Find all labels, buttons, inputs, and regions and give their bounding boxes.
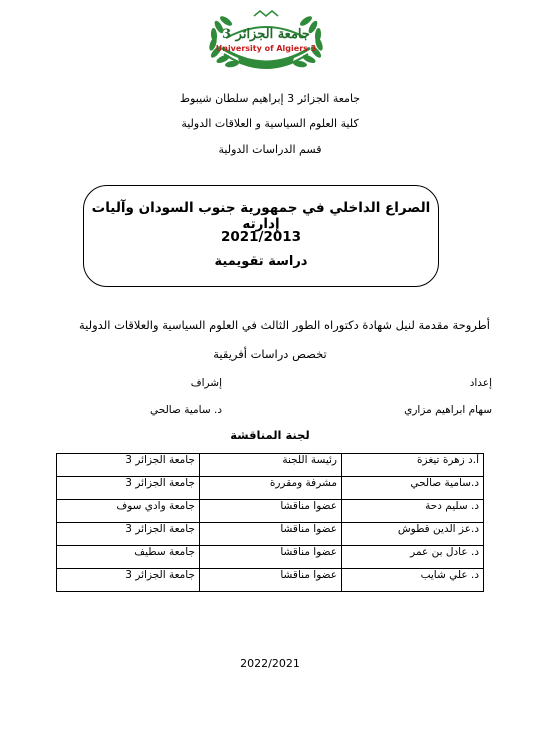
table-row bbox=[57, 569, 484, 592]
member-university: جامعة الجزائر 3 bbox=[57, 477, 200, 500]
supervision-label: إشراف bbox=[190, 377, 222, 389]
prepared-by-label: إعداد bbox=[469, 377, 492, 389]
university-logo bbox=[202, 8, 330, 80]
member-university: جامعة سطيف bbox=[57, 546, 200, 569]
table-row bbox=[57, 477, 484, 500]
member-name: د. سليم دحة bbox=[342, 500, 484, 523]
author-name: سهام ابراهيم مزاري bbox=[404, 404, 492, 416]
thesis-statement: أطروحة مقدمة لنيل شهادة دكتوراه الطور الثالث في العلوم السياسية والعلاقات الدولية bbox=[78, 318, 490, 332]
member-name: د.عز الدين قطوش bbox=[342, 523, 484, 546]
table-row bbox=[57, 500, 484, 523]
member-name: د. عادل بن عمر bbox=[342, 546, 484, 569]
member-name: د.سامية صالحي bbox=[342, 477, 484, 500]
faculty-name: كلية العلوم السياسية و العلاقات الدولية bbox=[181, 117, 359, 130]
member-university: جامعة وادي سوف bbox=[57, 500, 200, 523]
supervisor-name: د. سامية صالحي bbox=[150, 404, 222, 416]
logo-arabic-text: جامعة الجزائر 3 bbox=[222, 27, 310, 42]
study-period: 2021/2013 bbox=[220, 229, 302, 245]
specialization: تخصص دراسات أفريقية bbox=[213, 347, 327, 361]
member-role: عضوا مناقشا bbox=[200, 523, 342, 546]
member-university: جامعة الجزائر 3 bbox=[57, 523, 200, 546]
academic-year: 2022/2021 bbox=[240, 657, 300, 670]
logo-latin-text: University of Algiers 3 bbox=[215, 44, 317, 53]
member-role: عضوا مناقشا bbox=[200, 569, 342, 592]
thesis-subtitle: دراسة تقويمية bbox=[214, 254, 308, 269]
member-university: جامعة الجزائر 3 bbox=[57, 454, 200, 477]
title-box bbox=[83, 185, 439, 287]
member-role: عضوا مناقشا bbox=[200, 546, 342, 569]
table-row bbox=[57, 523, 484, 546]
member-name: أ.د زهرة تيغزة bbox=[342, 454, 484, 477]
committee-heading: لجنة المناقشة bbox=[230, 428, 310, 442]
member-university: جامعة الجزائر 3 bbox=[57, 569, 200, 592]
department-name: قسم الدراسات الدولية bbox=[218, 143, 322, 156]
thesis-title: الصراع الداخلي في جمهورية جنوب السودان وآليات إدارته bbox=[91, 200, 431, 232]
member-role: مشرفة ومقررة bbox=[200, 477, 342, 500]
member-role: رئيسة اللجنة bbox=[200, 454, 342, 477]
table-row bbox=[57, 546, 484, 569]
committee-table bbox=[56, 453, 484, 592]
table-row bbox=[57, 454, 484, 477]
member-name: د. علي شايب bbox=[342, 569, 484, 592]
member-role: عضوا مناقشا bbox=[200, 500, 342, 523]
university-name: جامعة الجزائر 3 إبراهيم سلطان شيبوط bbox=[179, 92, 361, 105]
